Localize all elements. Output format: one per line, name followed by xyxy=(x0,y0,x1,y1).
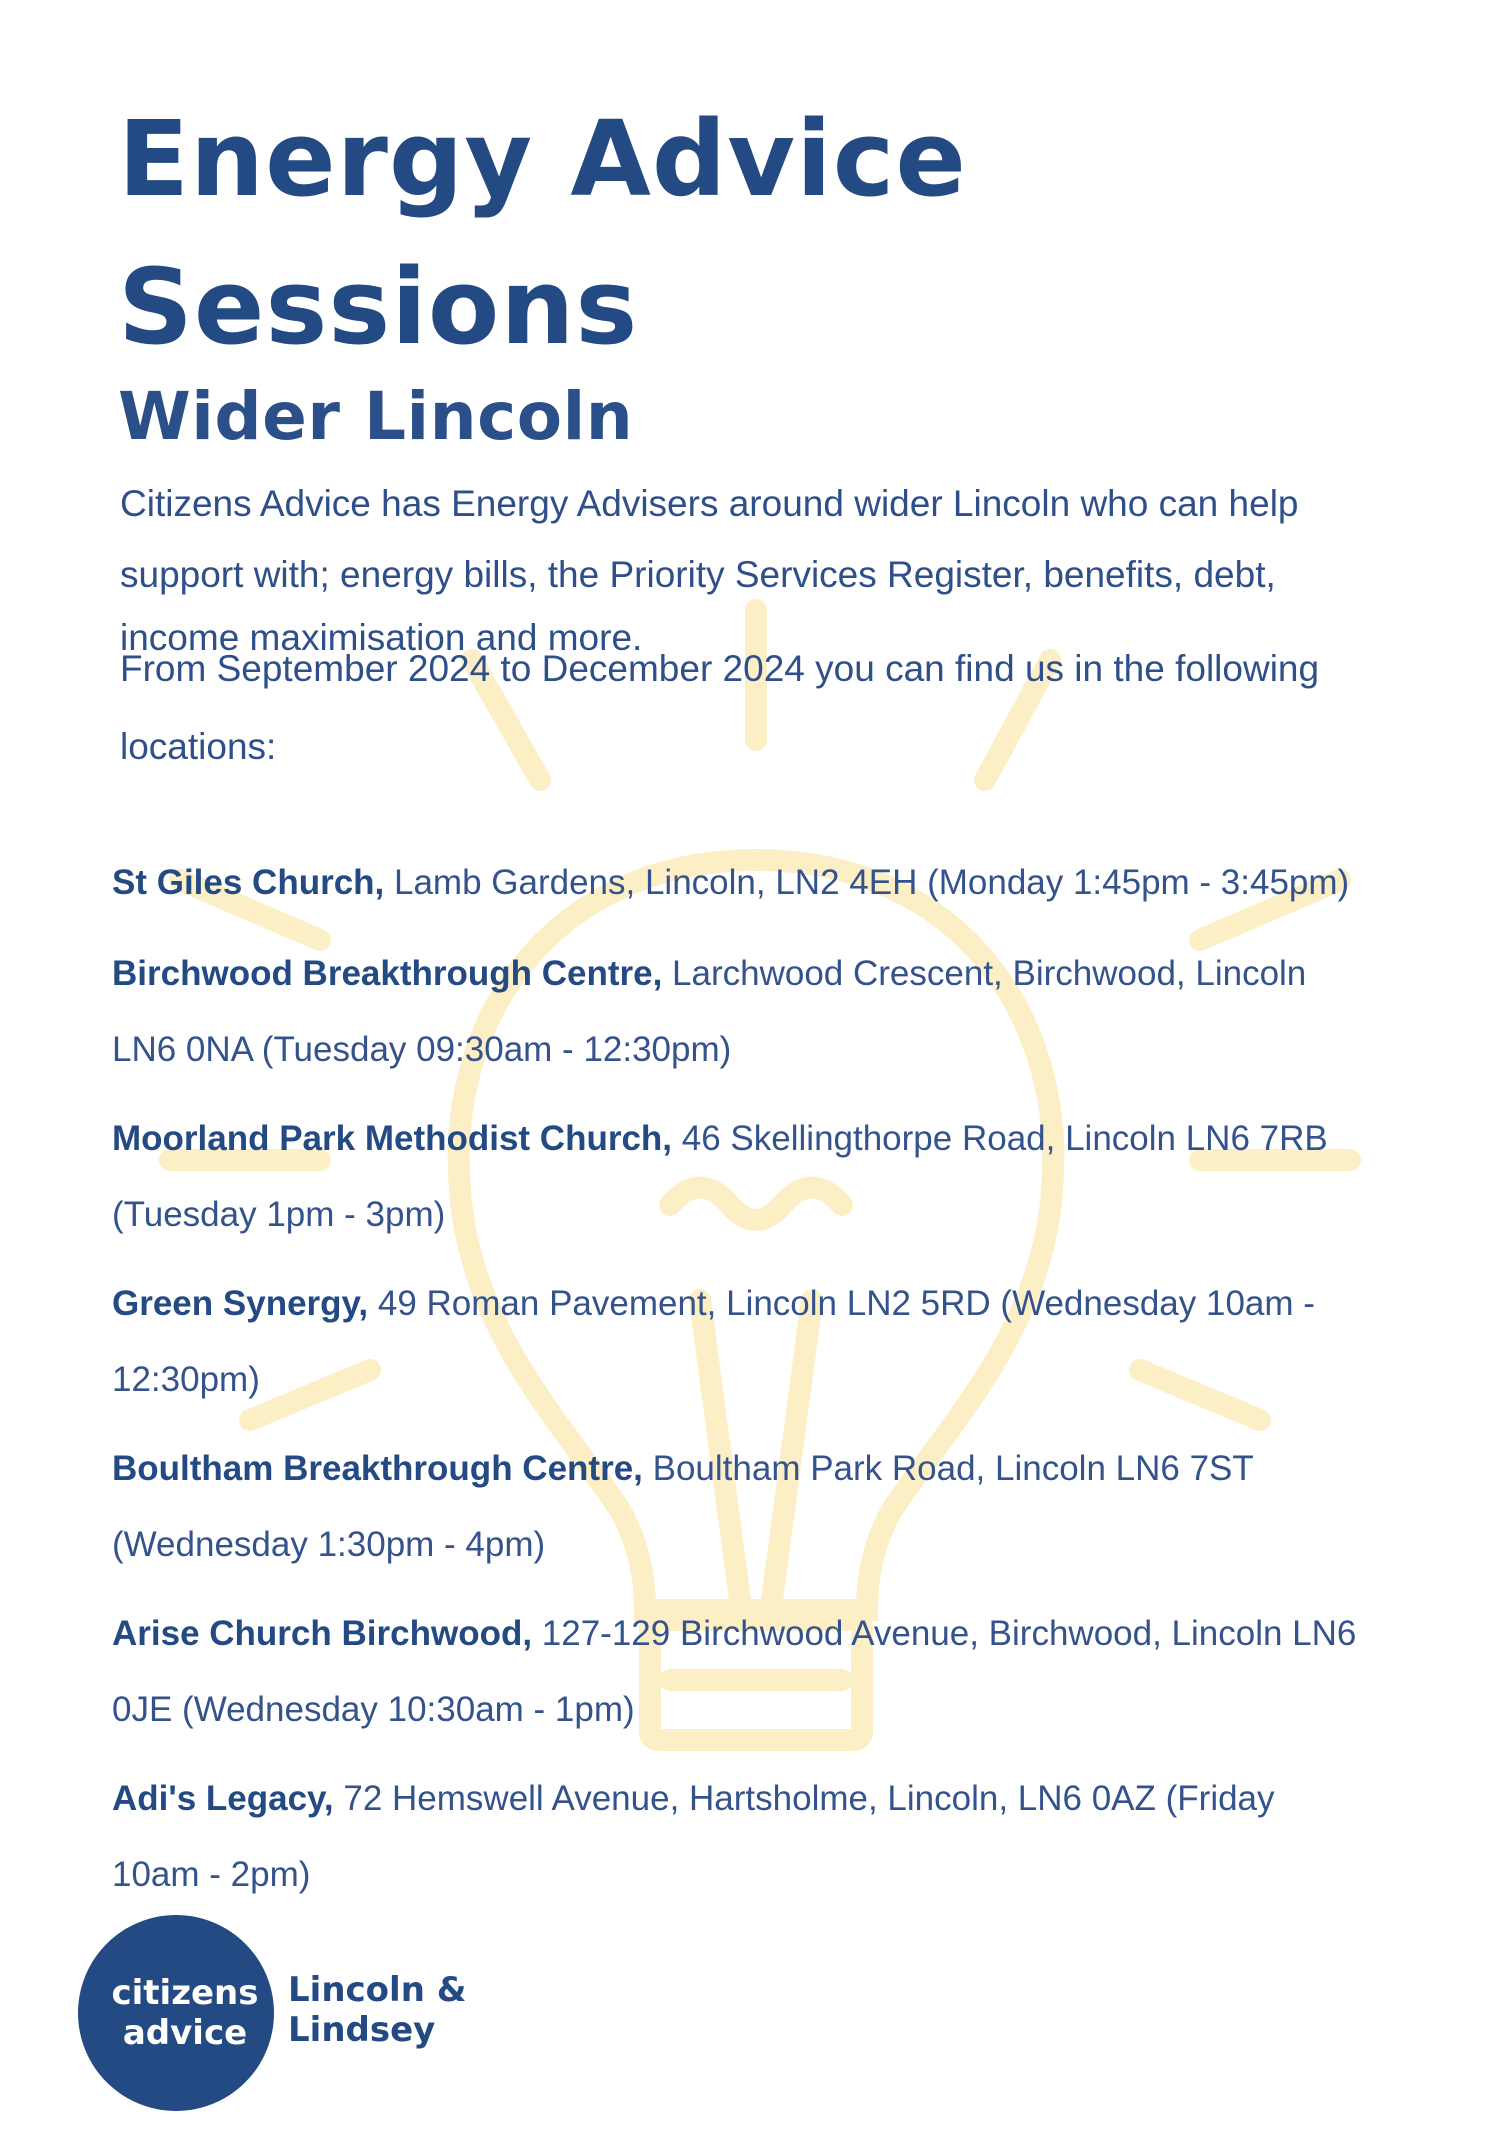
page-subtitle: Wider Lincoln xyxy=(118,378,634,455)
location-detail: Lamb Gardens, Lincoln, LN2 4EH (Monday 1:45pm - 3:45pm) xyxy=(384,863,1350,902)
location-item xyxy=(112,1761,1422,1913)
location-name: Moorland Park Methodist Church, xyxy=(112,1119,673,1158)
location-detail: 0JE (Wednesday 10:30am - 1pm) xyxy=(112,1690,635,1729)
location-detail: Boultham Park Road, Lincoln LN6 7ST xyxy=(642,1449,1254,1488)
location-name: Arise Church Birchwood, xyxy=(112,1614,533,1653)
location-detail: 12:30pm) xyxy=(112,1360,260,1399)
logo-text-citizens: citizens xyxy=(111,1973,259,2013)
location-detail: 127-129 Birchwood Avenue, Birchwood, Lincoln LN6 xyxy=(532,1614,1357,1653)
intro-line: income maximisation and more. xyxy=(120,617,643,658)
location-name: Birchwood Breakthrough Centre, xyxy=(112,954,663,993)
location-detail: (Wednesday 1:30pm - 4pm) xyxy=(112,1525,546,1564)
location-item xyxy=(112,936,1422,1088)
location-detail: LN6 0NA (Tuesday 09:30am - 12:30pm) xyxy=(112,1030,732,1069)
intro-line: support with; energy bills, the Priority Services Register, benefits, debt, xyxy=(120,554,1276,595)
logo-text-advice: advice xyxy=(122,2013,248,2053)
location-item xyxy=(112,1266,1422,1418)
location-detail: Larchwood Crescent, Birchwood, Lincoln xyxy=(662,954,1307,993)
location-item xyxy=(112,845,1422,921)
location-name: Boultham Breakthrough Centre, xyxy=(112,1449,643,1488)
location-detail: (Tuesday 1pm - 3pm) xyxy=(112,1195,446,1234)
location-detail: 49 Roman Pavement, Lincoln LN2 5RD (Wednesday 10am - xyxy=(368,1284,1315,1323)
location-detail: 10am - 2pm) xyxy=(112,1855,311,1894)
citizens-advice-logo xyxy=(78,1915,274,2111)
page-title-line-1: Energy Advice xyxy=(118,98,967,220)
date-range-paragraph xyxy=(120,630,1420,786)
location-detail: 72 Hemswell Avenue, Hartsholme, Lincoln, LN6 0AZ (Friday xyxy=(333,1779,1275,1818)
location-detail: 46 Skellingthorpe Road, Lincoln LN6 7RB xyxy=(672,1119,1328,1158)
location-item xyxy=(112,1431,1422,1583)
page-title-line-2: Sessions xyxy=(118,246,639,368)
location-name: Adi's Legacy, xyxy=(112,1779,334,1818)
logo-text-lincoln: Lincoln & xyxy=(288,1970,467,2010)
location-item xyxy=(112,1101,1422,1253)
intro-line: Citizens Advice has Energy Advisers around wider Lincoln who can help xyxy=(120,483,1299,524)
logo-branch-name xyxy=(288,1970,466,2050)
logo-text-lindsey: Lindsey xyxy=(288,2010,436,2050)
location-item xyxy=(112,1596,1422,1748)
intro-line: locations: xyxy=(120,726,277,767)
location-name: Green Synergy, xyxy=(112,1284,369,1323)
intro-line: From September 2024 to December 2024 you can find us in the following xyxy=(120,648,1320,689)
location-name: St Giles Church, xyxy=(112,863,385,902)
